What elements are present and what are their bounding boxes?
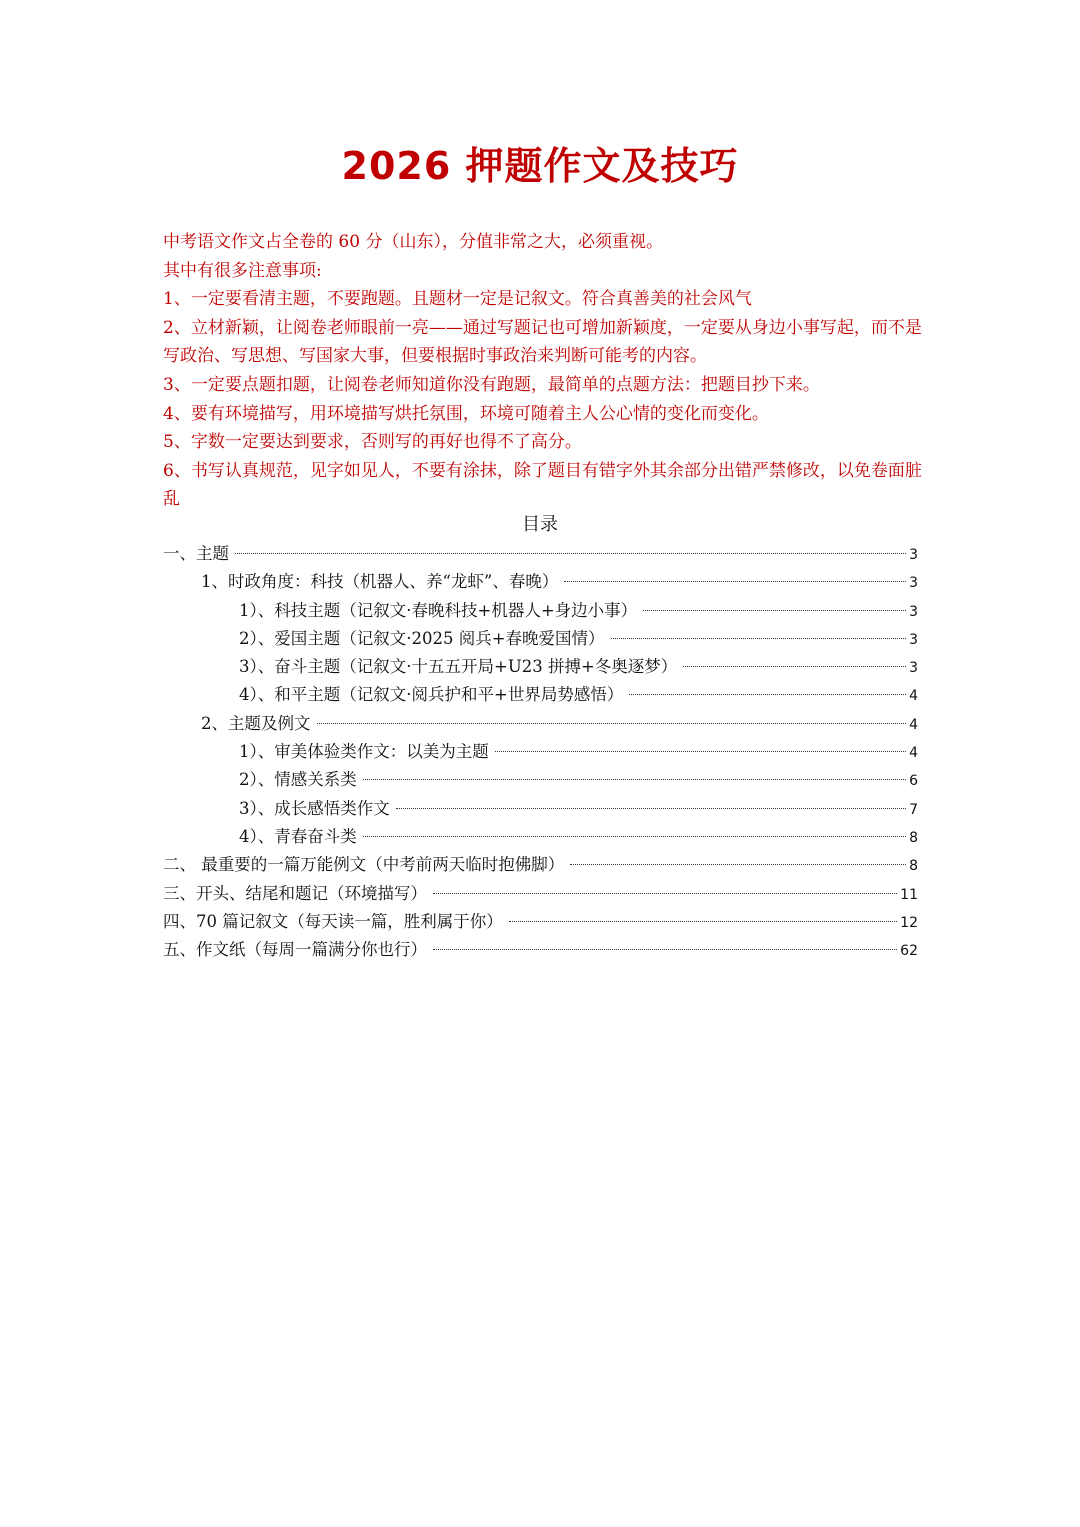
toc-entry[interactable] bbox=[163, 710, 918, 738]
toc-entry-label: 3）、奋斗主题（记叙文·十五五开局+U23 拼搏+冬奥逐梦） bbox=[239, 657, 678, 677]
toc-dot-leader bbox=[317, 723, 907, 724]
toc-entry[interactable] bbox=[163, 625, 918, 653]
toc-entry[interactable] bbox=[163, 851, 918, 879]
toc-entry[interactable] bbox=[163, 795, 918, 823]
toc-dot-leader bbox=[433, 949, 897, 950]
toc-entry-label: 四、70 篇记叙文（每天读一篇，胜利属于你） bbox=[163, 911, 503, 931]
toc-entry-label: 二、 最重要的一篇万能例文（中考前两天临时抱佛脚） bbox=[163, 855, 565, 875]
toc-entry-label: 3）、成长感悟类作文 bbox=[239, 798, 390, 818]
toc-entry-label: 1）、审美体验类作文：以美为主题 bbox=[239, 742, 489, 762]
intro-paragraph: 中考语文作文占全卷的 60 分（山东），分值非常之大，必须重视。 bbox=[163, 232, 663, 252]
toc-entry-label: 一、主题 bbox=[163, 544, 229, 563]
toc-entry-label: 1、时政角度：科技（机器人、养“龙虾”、春晚） bbox=[201, 572, 559, 592]
toc-entry[interactable] bbox=[163, 766, 918, 794]
toc-dot-leader bbox=[564, 581, 906, 582]
toc-entry-page: 8 bbox=[909, 858, 918, 875]
toc-entry-page: 8 bbox=[909, 829, 918, 846]
toc-dot-leader bbox=[683, 666, 906, 667]
toc-entry[interactable] bbox=[163, 568, 918, 596]
toc-entry[interactable] bbox=[163, 880, 918, 908]
toc-dot-leader bbox=[570, 864, 906, 865]
toc-dot-leader bbox=[629, 694, 906, 695]
toc-dot-leader bbox=[363, 836, 906, 837]
toc-entry-page: 3 bbox=[909, 575, 918, 592]
toc-entry-label: 五、作文纸（每周一篇满分你也行） bbox=[163, 940, 427, 960]
toc-entry-page: 4 bbox=[909, 716, 918, 733]
toc-entry-label: 4）、青春奋斗类 bbox=[239, 826, 357, 846]
toc-entry-page: 3 bbox=[909, 547, 918, 563]
toc-entry[interactable] bbox=[163, 540, 918, 568]
toc-entry-label: 2）、情感关系类 bbox=[239, 770, 357, 790]
toc-entry-page: 4 bbox=[909, 745, 918, 762]
toc-dot-leader bbox=[509, 921, 897, 922]
toc-dot-leader bbox=[643, 610, 906, 611]
toc-entry-page: 6 bbox=[909, 773, 918, 790]
toc-entry-page: 4 bbox=[909, 688, 918, 705]
toc-entry-label: 2）、爱国主题（记叙文·2025 阅兵+春晚爱国情） bbox=[239, 628, 605, 648]
toc-heading: 目录 bbox=[522, 514, 558, 535]
table-of-contents bbox=[163, 540, 918, 964]
toc-entry-page: 3 bbox=[909, 603, 918, 620]
toc-dot-leader bbox=[433, 893, 897, 894]
toc-dot-leader bbox=[363, 779, 906, 780]
toc-entry-page: 11 bbox=[900, 886, 918, 903]
toc-entry-label: 4）、和平主题（记叙文·阅兵护和平+世界局势感悟） bbox=[239, 685, 624, 705]
intro-paragraph: 3、一定要点题扣题，让阅卷老师知道你没有跑题，最简单的点题方法：把题目抄下来。 bbox=[163, 374, 820, 395]
toc-entry[interactable] bbox=[163, 597, 918, 625]
toc-entry[interactable] bbox=[163, 653, 918, 681]
toc-entry[interactable] bbox=[163, 681, 918, 709]
toc-entry-page: 62 bbox=[900, 943, 918, 960]
intro-paragraph: 其中有很多注意事项: bbox=[163, 260, 322, 281]
intro-paragraph: 4、要有环境描写，用环境描写烘托氛围，环境可随着主人公心情的变化而变化。 bbox=[163, 403, 769, 424]
toc-entry-label: 2、主题及例文 bbox=[201, 713, 311, 733]
toc-entry-page: 3 bbox=[909, 660, 918, 677]
toc-entry[interactable] bbox=[163, 936, 918, 964]
toc-entry[interactable] bbox=[163, 738, 918, 766]
toc-entry[interactable] bbox=[163, 908, 918, 936]
intro-paragraph: 6、书写认真规范，见字如见人，不要有涂抹，除了题目有错字外其余部分出错严禁修改，以免卷面脏乱 bbox=[163, 460, 922, 510]
toc-entry-page: 12 bbox=[900, 914, 918, 931]
toc-entry-label: 三、开头、结尾和题记（环境描写） bbox=[163, 883, 427, 903]
toc-dot-leader bbox=[495, 751, 906, 752]
toc-dot-leader bbox=[235, 553, 906, 554]
toc-dot-leader bbox=[611, 638, 907, 639]
intro-paragraph: 2、立材新颖，让阅卷老师眼前一亮——通过写题记也可增加新颖度，一定要从身边小事写起，而不是写政治、写思想、写国家大事，但要根据时事政治来判断可能考的内容。 bbox=[163, 317, 922, 367]
intro-paragraph: 5、字数一定要达到要求，否则写的再好也得不了高分。 bbox=[163, 432, 582, 453]
toc-entry-page: 3 bbox=[909, 631, 918, 648]
intro-block bbox=[163, 228, 923, 514]
document-title: 2026 押题作文及技巧 bbox=[341, 144, 739, 188]
toc-entry-page: 7 bbox=[909, 801, 918, 818]
intro-paragraph: 1、一定要看清主题，不要跑题。且题材一定是记叙文。符合真善美的社会风气 bbox=[163, 289, 752, 310]
toc-entry-label: 1）、科技主题（记叙文·春晚科技+机器人+身边小事） bbox=[239, 600, 638, 620]
toc-entry[interactable] bbox=[163, 823, 918, 851]
toc-dot-leader bbox=[396, 808, 906, 809]
